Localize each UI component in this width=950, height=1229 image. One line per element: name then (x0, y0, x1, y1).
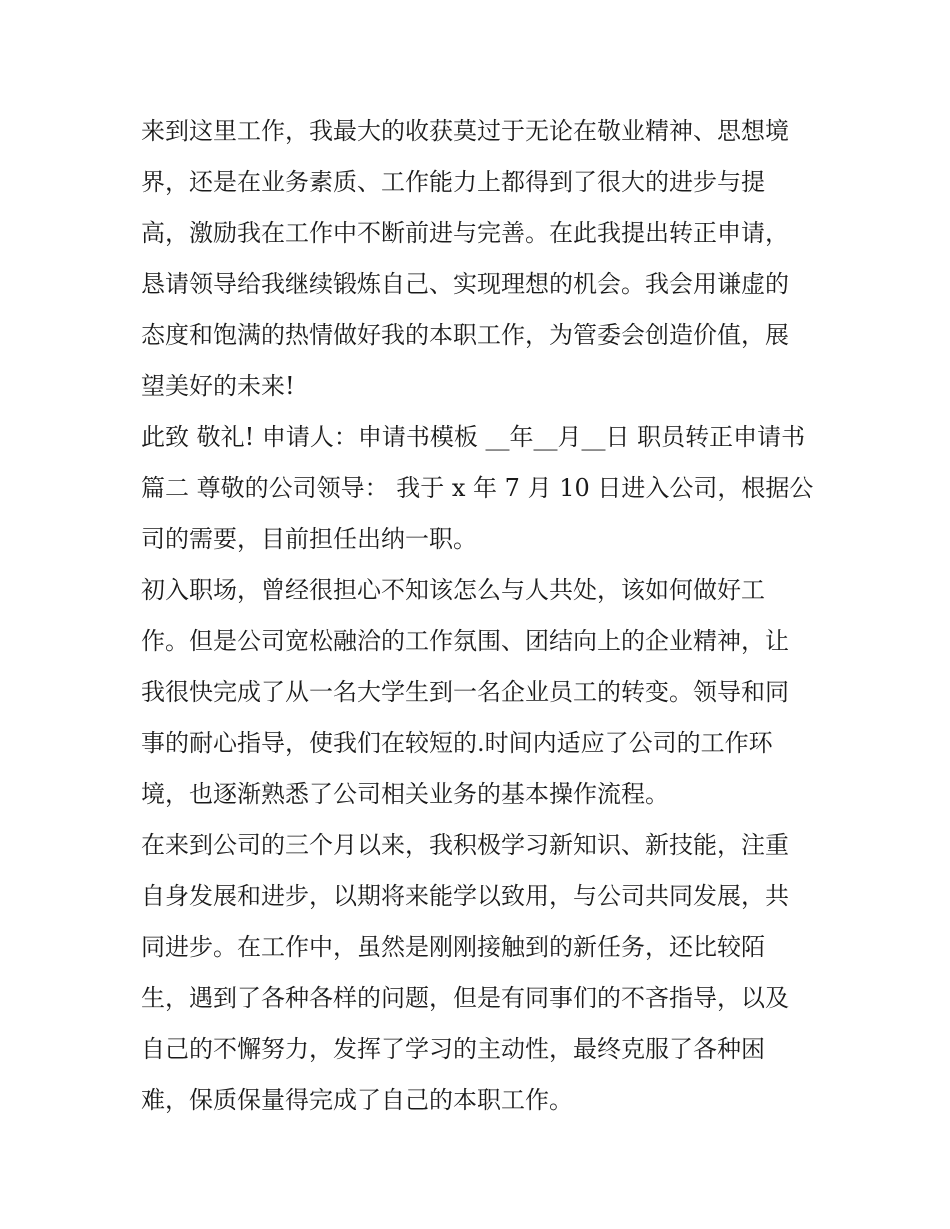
text-line: 界，还是在业务素质、工作能力上都得到了很大的进步与提 (141, 168, 765, 196)
text-line: 生，遇到了各种各样的问题，但是有同事们的不吝指导，以及 (141, 984, 789, 1012)
text-line: 在来到公司的三个月以来，我积极学习新知识、新技能，注重 (141, 831, 789, 859)
text-line: 篇二 尊敬的公司领导： 我于 x 年 7 月 10 日进入公司，根据公 (141, 474, 814, 502)
text-line: 自身发展和进步，以期将来能学以致用，与公司共同发展，共 (141, 882, 789, 910)
paragraph-3 (141, 565, 821, 820)
text-line: 我很快完成了从一名大学生到一名企业员工的转变。领导和同 (141, 678, 789, 706)
text-line: 作。但是公司宽松融洽的工作氛围、团结向上的企业精神，让 (141, 627, 789, 655)
text-line: 望美好的未来! (141, 372, 295, 400)
text-line: 恳请领导给我继续锻炼自己、实现理想的机会。我会用谦虚的 (141, 270, 789, 298)
text-line: 初入职场，曾经很担心不知该怎么与人共处，该如何做好工 (141, 576, 765, 604)
document-body (141, 106, 821, 1126)
paragraph-1 (141, 106, 821, 412)
text-line: 来到这里工作，我最大的收获莫过于无论在敬业精神、思想境 (141, 117, 789, 145)
text-line: 司的需要，目前担任出纳一职。 (141, 525, 477, 553)
text-line: 此致 敬礼! 申请人：申请书模板 __年__月__日 职员转正申请书 (141, 423, 806, 451)
text-line: 同进步。在工作中，虽然是刚刚接触到的新任务，还比较陌 (141, 933, 765, 961)
text-line: 高，激励我在工作中不断前进与完善。在此我提出转正申请， (141, 219, 789, 247)
text-line: 境，也逐渐熟悉了公司相关业务的基本操作流程。 (141, 780, 669, 808)
paragraph-2 (141, 412, 821, 565)
paragraph-4 (141, 820, 821, 1126)
text-line: 事的耐心指导，使我们在较短的.时间内适应了公司的工作环 (141, 729, 773, 757)
text-line: 难，保质保量得完成了自己的本职工作。 (141, 1086, 573, 1114)
text-line: 态度和饱满的热情做好我的本职工作，为管委会创造价值，展 (141, 321, 789, 349)
text-line: 自己的不懈努力，发挥了学习的主动性，最终克服了各种困 (141, 1035, 765, 1063)
